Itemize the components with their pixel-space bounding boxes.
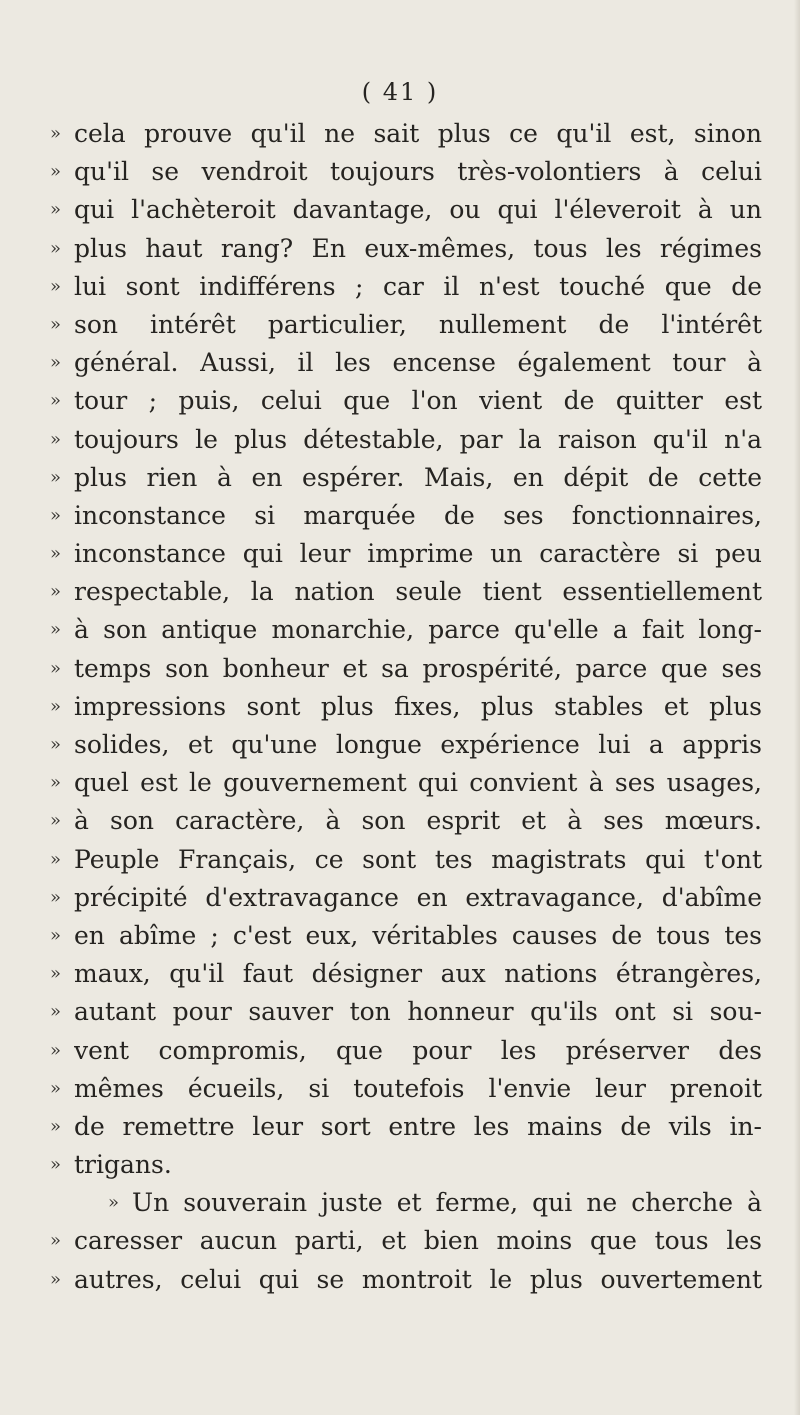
line-text: mêmes écueils, si toutefois l'envie leur prenoit	[74, 1073, 762, 1103]
line-text: quel est le gouvernement qui convient à ses usages,	[74, 768, 762, 798]
text-line	[50, 497, 762, 535]
quote-mark: »	[50, 848, 62, 870]
quote-mark: »	[50, 963, 62, 985]
text-line	[50, 1108, 762, 1146]
text-line	[50, 535, 762, 573]
text-line	[50, 459, 762, 497]
quote-mark: »	[50, 810, 62, 832]
line-text: plus haut rang? En eux-mêmes, tous les régimes	[74, 233, 762, 263]
line-text: lui sont indifférens ; car il n'est touché que de	[74, 271, 762, 301]
line-text: en abîme ; c'est eux, véritables causes de tous tes	[74, 920, 762, 950]
line-text: autant pour sauver ton honneur qu'ils ont si sou-	[74, 997, 762, 1027]
line-text: tour ; puis, celui que l'on vient de quitter est	[74, 386, 762, 416]
quote-mark: »	[50, 619, 62, 641]
quote-mark: »	[50, 695, 62, 717]
text-line	[50, 191, 762, 229]
quote-mark: »	[50, 161, 62, 183]
line-text: inconstance si marquée de ses fonctionnaires,	[74, 500, 762, 530]
line-text: de remettre leur sort entre les mains de vils in-	[74, 1111, 762, 1141]
text-line	[50, 1184, 762, 1222]
text-line	[50, 573, 762, 611]
quote-mark: »	[50, 123, 62, 144]
line-text: Un souverain juste et ferme, qui ne cherche à	[132, 1188, 762, 1218]
line-text: son intérêt particulier, nullement de l'intérêt	[74, 309, 762, 339]
text-line	[50, 268, 762, 306]
quote-mark: »	[50, 1077, 62, 1099]
line-text: toujours le plus détestable, par la raison qu'il n'a	[74, 424, 762, 454]
text-line	[50, 382, 762, 420]
text-line	[50, 230, 762, 268]
text-line	[50, 802, 762, 840]
text-line	[50, 344, 762, 382]
text-line	[50, 764, 762, 802]
line-text: temps son bonheur et sa prospérité, parce que ses	[74, 653, 762, 683]
text-line	[50, 1222, 762, 1260]
quote-mark: »	[50, 657, 62, 679]
quote-mark: »	[50, 313, 62, 335]
quote-mark: »	[50, 1268, 62, 1290]
line-text: à son caractère, à son esprit et à ses mœurs.	[74, 806, 762, 836]
text-line	[50, 688, 762, 726]
line-text: autres, celui qui se montroit le plus ouvertement	[74, 1264, 762, 1294]
line-text: qu'il se vendroit toujours très-volontiers à celui	[74, 157, 762, 187]
line-text: maux, qu'il faut désigner aux nations étrangères,	[74, 959, 762, 989]
quote-mark: »	[50, 581, 62, 603]
text-line	[50, 1032, 762, 1070]
line-text: trigans.	[74, 1150, 172, 1180]
line-text: impressions sont plus fixes, plus stables et plus	[74, 691, 762, 721]
quote-mark: »	[50, 772, 62, 794]
line-text: plus rien à en espérer. Mais, en dépit de cette	[74, 462, 762, 492]
text-line	[50, 1146, 762, 1184]
quote-mark: »	[50, 1230, 62, 1252]
quote-mark: »	[50, 275, 62, 297]
text-block	[50, 115, 762, 1299]
line-text: inconstance qui leur imprime un caractère si peu	[74, 539, 762, 569]
quote-mark: »	[50, 466, 62, 488]
quote-mark: »	[50, 1154, 62, 1176]
text-line	[50, 153, 762, 191]
text-line	[50, 955, 762, 993]
line-text: solides, et qu'une longue expérience lui a appris	[74, 730, 762, 759]
quote-mark: »	[50, 390, 62, 412]
text-line	[50, 1261, 762, 1299]
page-number: ( 41 )	[361, 78, 439, 106]
quote-mark: »	[50, 199, 62, 221]
text-line	[50, 879, 762, 917]
text-line	[50, 115, 762, 153]
quote-mark: »	[108, 1192, 120, 1214]
quote-mark: »	[50, 543, 62, 565]
text-line	[50, 726, 762, 764]
line-text: caresser aucun parti, et bien moins que tous les	[74, 1226, 762, 1256]
quote-mark: »	[50, 924, 62, 946]
text-line	[50, 611, 762, 649]
text-line	[50, 421, 762, 459]
text-line	[50, 650, 762, 688]
quote-mark: »	[50, 886, 62, 908]
text-line	[50, 917, 762, 955]
quote-mark: »	[50, 734, 62, 755]
text-line	[50, 1070, 762, 1108]
quote-mark: »	[50, 1039, 62, 1061]
line-text: général. Aussi, il les encense également tour à	[74, 348, 762, 378]
quote-mark: »	[50, 237, 62, 259]
line-text: à son antique monarchie, parce qu'elle a fait long-	[74, 615, 762, 645]
quote-mark: »	[50, 1001, 62, 1023]
line-text: respectable, la nation seule tient essentiellement	[74, 577, 762, 607]
quote-mark: »	[50, 1115, 62, 1137]
text-line	[50, 306, 762, 344]
quote-mark: »	[50, 428, 62, 450]
text-line	[50, 993, 762, 1031]
text-line	[50, 841, 762, 879]
line-text: précipité d'extravagance en extravagance, d'abîme	[74, 882, 762, 912]
page-edge	[794, 0, 800, 1415]
line-text: cela prouve qu'il ne sait plus ce qu'il est, sinon	[74, 119, 762, 148]
line-text: vent compromis, que pour les préserver des	[74, 1035, 762, 1065]
quote-mark: »	[50, 504, 62, 526]
quote-mark: »	[50, 352, 62, 374]
line-text: Peuple Français, ce sont tes magistrats qui t'ont	[74, 844, 762, 874]
line-text: qui l'achèteroit davantage, ou qui l'éleveroit à un	[74, 195, 762, 225]
